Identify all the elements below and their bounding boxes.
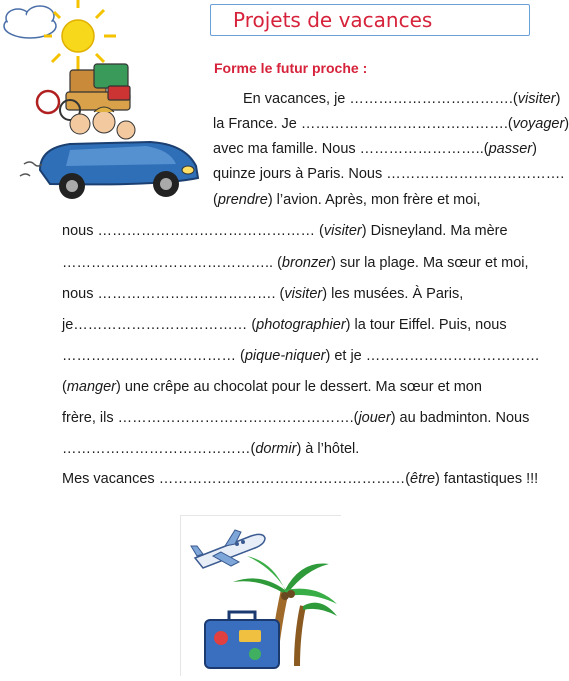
exercise-line: …………………………………(dormir) à l’hôtel. bbox=[62, 441, 360, 457]
exercise-line: …………………………………….. (bronzer) sur la plage. Ma sœur et moi, bbox=[62, 255, 529, 271]
exercise-line: nous ……………………………………… (visiter) Disneyland. Ma mère bbox=[62, 223, 508, 239]
exercise-line: avec ma famille. Nous ……………………..(passer) bbox=[213, 141, 537, 157]
exercise-line: frère, ils ………………………………………….(jouer) au badminton. Nous bbox=[62, 410, 530, 426]
instruction: Forme le futur proche : bbox=[214, 60, 368, 76]
cloud-shape bbox=[4, 6, 56, 38]
page-title: Projets de vacances bbox=[233, 8, 433, 32]
exercise-line: nous ………………………………. (visiter) les musées. À Paris, bbox=[62, 286, 464, 302]
airplane-icon bbox=[191, 530, 265, 568]
family-car-illustration bbox=[10, 58, 210, 208]
exercise-line: la France. Je …………………………………….(voyager) bbox=[213, 116, 569, 132]
title-frame bbox=[210, 4, 530, 36]
exercise-line: ……………………………… (pique-niquer) et je ……………………………… bbox=[62, 348, 540, 364]
exercise-line: En vacances, je …………………………….(visiter) bbox=[243, 91, 561, 107]
vacation-illustration bbox=[180, 515, 341, 676]
exercise-line: (prendre) l’avion. Après, mon frère et moi, bbox=[213, 192, 481, 208]
suitcase-icon bbox=[205, 612, 279, 668]
exercise-line: je……………………………… (photographier) la tour Eiffel. Puis, nous bbox=[62, 317, 507, 333]
exercise-line: quinze jours à Paris. Nous ………………………………. bbox=[213, 166, 565, 182]
exercise-line: (manger) une crêpe au chocolat pour le dessert. Ma sœur et mon bbox=[62, 379, 482, 395]
exercise-line: Mes vacances ……………………………………………(être) fantastiques !!! bbox=[62, 471, 539, 487]
